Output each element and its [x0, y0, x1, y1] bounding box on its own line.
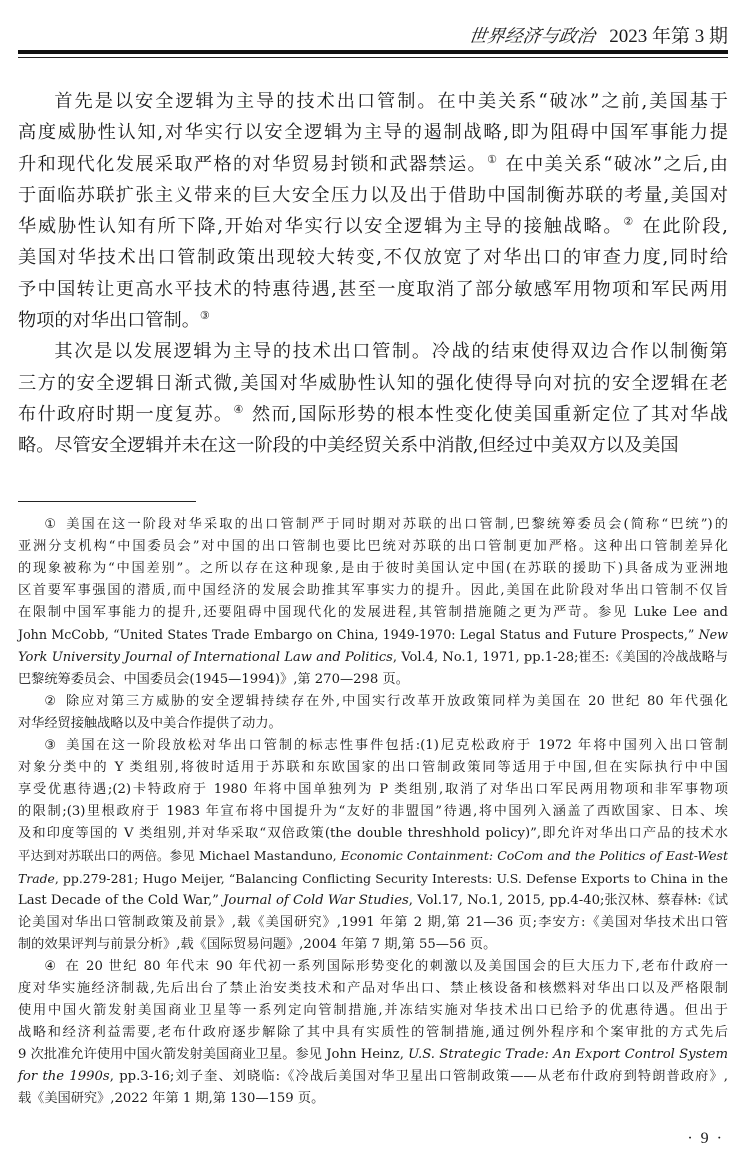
text-line: 其次是以发展逻辑为主导的技术出口管制。冷战的结束使得双边合作以制衡第 [54, 341, 728, 363]
footnote-line: 9 次批准允许使用中国火箭发射美国商业卫星。参见 John Heinz, U.S. Strategic Trade: An Export Control System [18, 1047, 728, 1063]
header-rule-thin [18, 57, 728, 58]
footnote-line: 在限制中国军事能力的提升,还要阻碍中国现代化的发展进程,其管制措施随之更为严苛。参见 Luke Lee and [18, 605, 728, 621]
footnote-line: for the 1990s, pp.3-16;刘子奎、刘晓临:《冷战后美国对华卫星出口管制政策——从老布什政府到特朗普政府》, [18, 1069, 728, 1085]
footnote-separator [18, 501, 196, 502]
footnote-line: 论美国对华出口管制政策及前景》,载《美国研究》,1991 年第 2 期,第 21—36 页;李安方:《美国对华技术出口管 [18, 914, 728, 930]
italic-title: New [698, 627, 728, 643]
footnote-line: 使用中国火箭发射美国商业卫星等一系列定向管制措施,并冻结实施对华技术出口已给予的优惠待遇。但出于 [18, 1003, 728, 1019]
body-text [18, 86, 728, 462]
footnote-line: 载《美国研究》,2022 年第 1 期,第 130—159 页。 [18, 1091, 325, 1107]
footnote-reference[interactable]: ② [623, 215, 635, 229]
header-rule-thick [18, 50, 728, 54]
footnote-line: 巴黎统筹委员会、中国委员会(1945—1994)》,第 270—298 页。 [18, 671, 409, 687]
italic-title: Journal of Cold War Studies [223, 892, 409, 908]
issue-label: 2023 年第 3 期 [609, 26, 728, 47]
footnote-marker: ② [44, 693, 57, 709]
footnote-line: ③ 美国在这一阶段放松对华出口管制的标志性事件包括:(1)尼克松政府于 1972 年将中国列入出口管制 [18, 735, 728, 757]
body-paragraph [18, 336, 728, 461]
footnote-line: 享受优惠待遇;(2)卡特政府于 1980 年将中国单独列为 P 类组别,取消了对华出口军民两用物项和非军事物项 [18, 782, 728, 798]
footnote-reference[interactable]: ④ [233, 402, 245, 416]
text-line: 物项的对华出口管制。③ [18, 309, 210, 332]
footnote-line: ① 美国在这一阶段对华采取的出口管制严于同时期对苏联的出口管制,巴黎统筹委员会(简称“巴统”)的 [18, 514, 728, 536]
italic-title: York University Journal of International Law and Politics [18, 649, 393, 665]
footnote-line: Trade, pp.279-281; Hugo Meijer, “Balancing Conflicting Security Interests: U.S. Defense Exports to China in the [18, 870, 728, 886]
text-line: 首先是以安全逻辑为主导的技术出口管制。在中美关系“破冰”之前,美国基于 [54, 91, 728, 112]
text-line: 于面临苏联扩张主义带来的巨大安全压力以及出于借助中国制衡苏联的考量,美国对 [18, 184, 728, 206]
footnote-line: 的限制;(3)里根政府于 1983 年宣布将中国提升为“友好的非盟国”待遇,将中国列入涵盖了西欧国家、日本、埃 [18, 804, 728, 820]
text-line: 高度威胁性认知,对华实行以安全逻辑为主导的遏制战略,即为阻碍中国军事能力提 [18, 122, 728, 144]
text-line: 升和现代化发展采取严格的对华贸易封锁和武器禁运。① 在中美关系“破冰”之后,由 [18, 152, 728, 175]
running-header [469, 14, 728, 48]
italic-title: for the 1990s [18, 1069, 110, 1085]
text-line: 美国对华技术出口管制政策出现较大转变,不仅放宽了对华出口的审查力度,同时给 [18, 247, 728, 269]
footnote-marker: ① [44, 517, 57, 532]
text-line: 华威胁性认知有所下降,开始对华实行以安全逻辑为主导的接触战略。② 在此阶段, [18, 215, 728, 238]
text-line: 布什政府时期一度复苏。④ 然而,国际形势的根本性变化使美国重新定位了其对华战 [18, 402, 728, 425]
footnote [18, 514, 728, 691]
footnotes [18, 514, 728, 1111]
journal-title: 世界经济与政治 [467, 26, 597, 47]
footnote-line: 亚洲分支机构“中国委员会”对中国的出口管制也要比巴统对苏联的出口管制更加严格。这种出口管制差异化 [18, 539, 728, 555]
footnote-line: 平达到对苏联出口的两倍。参见 Michael Mastanduno, Economic Containment: CoCom and the Politics of East-West [18, 848, 728, 864]
italic-title: U.S. Strategic Trade: An Export Control System [408, 1047, 728, 1063]
footnote-reference[interactable]: ③ [199, 309, 210, 323]
footnote [18, 735, 728, 956]
footnote-line: 战略和经济利益需要,老布什政府逐步解除了其中具有实质性的管制措施,通过例外程序和个案审批的方式先后 [18, 1025, 728, 1041]
footnote-line: ④ 在 20 世纪 80 年代末 90 年代初一系列国际形势变化的刺激以及美国国会的巨大压力下,老布什政府一 [18, 956, 728, 978]
footnote-line: 对华经贸接触战略以及中美合作提供了动力。 [18, 715, 282, 731]
footnote-line: 制的效果评判与前景分析》,载《国际贸易问题》,2004 年第 7 期,第 55—56 页。 [18, 936, 497, 952]
text-line: 予中国转让更高水平技术的特惠待遇,甚至一度取消了部分敏感军用物项和军民两用 [18, 278, 728, 300]
footnote-line: Last Decade of the Cold War,” Journal of Cold War Studies, Vol.17, No.1, 2015, pp.4-40;张汉林、蔡春林:《试 [18, 892, 728, 908]
footnote-line: John McCobb, “United States Trade Embargo on China, 1949-1970: Legal Status and Future Prospects,” New [18, 627, 728, 643]
italic-title: Economic Containment: CoCom and the Politics of East-West [340, 848, 728, 864]
italic-title: Trade [18, 870, 55, 886]
footnote-marker: ③ [44, 737, 57, 753]
footnote-line: 区首要军事强国的潜质,而中国经济的发展会助推其军事实力的提升。因此,美国在此阶段对华出口管制不仅旨 [18, 583, 728, 599]
text-line: 略。尽管安全逻辑并未在这一阶段的中美经贸关系中消散,但经过中美双方以及美国 [18, 435, 679, 457]
footnote [18, 956, 728, 1111]
footnote-line: 的现象被称为“中国差别”。之所以存在这种现象,是由于彼时美国认定中国(在苏联的援助下)具备成为亚洲地 [18, 561, 728, 577]
footnote-line: 对象分类中的 Y 类组别,将彼时适用于苏联和东欧国家的出口管制政策同等适用于中国,但在实际执行中中国 [18, 760, 728, 776]
footnote-line: York University Journal of International Law and Politics, Vol.4, No.1, 1971, pp.1-28;崔丕:《美国的冷战战略与 [18, 649, 729, 665]
footnote [18, 691, 728, 735]
footnote-line: 度对华实施经济制裁,先后出台了禁止治安类技术和产品对华出口、禁止核设备和核燃料对华出口以及严格限制 [18, 980, 728, 996]
footnote-marker: ④ [44, 958, 57, 974]
footnote-line: ② 除应对第三方威胁的安全逻辑持续存在外,中国实行改革开放政策同样为美国在 20 世纪 80 年代强化 [18, 691, 728, 713]
body-paragraph [18, 86, 728, 336]
footnote-reference[interactable]: ① [487, 152, 499, 166]
footnote-line: 及和印度等国的 V 类组别,并对华采取“双倍政策(the double threshhold policy)”,即允许对华出口产品的技术水 [18, 826, 728, 842]
text-line: 三方的安全逻辑日渐式微,美国对华威胁性认知的强化使得导向对抗的安全逻辑在老 [18, 372, 728, 394]
page-number: · 9 · [687, 1130, 724, 1147]
